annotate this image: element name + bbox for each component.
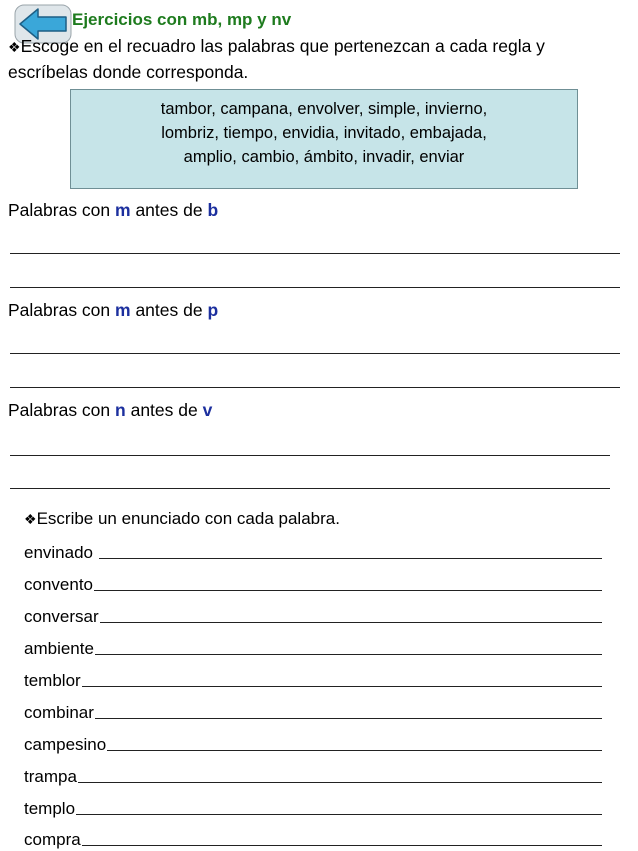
diamond-bullet-icon: ❖ — [24, 511, 37, 527]
section-prefix: Palabras con — [8, 200, 116, 220]
word-row — [24, 539, 602, 563]
word-label: convento — [24, 575, 93, 594]
word-label: conversar — [24, 607, 99, 626]
section-letter: m — [115, 300, 131, 320]
diamond-bullet-icon: ❖ — [8, 39, 21, 55]
section-letter: n — [115, 400, 126, 420]
word-label: trampa — [24, 767, 77, 786]
word-label: campesino — [24, 735, 107, 754]
word-row — [24, 763, 602, 787]
section-middle: antes de — [125, 400, 203, 420]
sentence-line[interactable] — [100, 622, 602, 623]
word-label: envinado — [24, 543, 94, 562]
word-row — [24, 699, 602, 723]
section-prefix: Palabras con — [8, 300, 116, 320]
section-middle: antes de — [130, 300, 208, 320]
answer-line[interactable] — [10, 287, 620, 288]
word-label: compra — [24, 830, 81, 849]
section-heading-nv — [8, 400, 212, 421]
word-row — [24, 603, 602, 627]
instruction-text — [8, 34, 618, 85]
answer-line[interactable] — [10, 455, 610, 456]
instruction-text-content: Escoge en el recuadro las palabras que pertenezcan a cada regla y escríbelas donde corresponda. — [8, 36, 545, 82]
sentence-line[interactable] — [76, 814, 602, 815]
answer-line[interactable] — [10, 488, 610, 489]
word-label: ambiente — [24, 639, 94, 658]
word-box-line: lombriz, tiempo, envidia, invitado, embajada, — [161, 124, 487, 142]
sentence-instruction — [24, 509, 340, 529]
sentence-line[interactable] — [82, 845, 602, 846]
word-box — [70, 89, 578, 189]
section-prefix: Palabras con — [8, 400, 116, 420]
sentence-line[interactable] — [82, 686, 602, 687]
word-label: temblor — [24, 671, 81, 690]
word-row — [24, 571, 602, 595]
answer-line[interactable] — [10, 253, 620, 254]
section-middle: antes de — [130, 200, 208, 220]
word-row — [24, 826, 602, 850]
word-label: templo — [24, 799, 76, 818]
sentence-line[interactable] — [95, 718, 602, 719]
section-letter: b — [207, 200, 219, 220]
answer-line[interactable] — [10, 353, 620, 354]
sentence-line[interactable] — [107, 750, 602, 751]
word-row — [24, 667, 602, 691]
sentence-line[interactable] — [94, 590, 602, 591]
word-row — [24, 731, 602, 755]
page-title: Ejercicios con mb, mp y nv — [72, 10, 292, 29]
word-label: combinar — [24, 703, 94, 722]
section-heading-mp — [8, 300, 218, 321]
word-row — [24, 635, 602, 659]
word-box-line: tambor, campana, envolver, simple, invierno, — [160, 100, 488, 118]
section-letter: m — [115, 200, 131, 220]
word-box-line: amplio, cambio, ámbito, invadir, enviar — [183, 148, 465, 166]
section-letter: v — [202, 400, 213, 420]
section-letter: p — [207, 300, 219, 320]
sentence-line[interactable] — [78, 782, 602, 783]
sentence-instruction-text: Escribe un enunciado con cada palabra. — [36, 509, 340, 528]
sentence-line[interactable] — [99, 558, 602, 559]
section-heading-mb — [8, 200, 218, 221]
sentence-line[interactable] — [95, 654, 602, 655]
answer-line[interactable] — [10, 387, 620, 388]
word-row — [24, 795, 602, 819]
